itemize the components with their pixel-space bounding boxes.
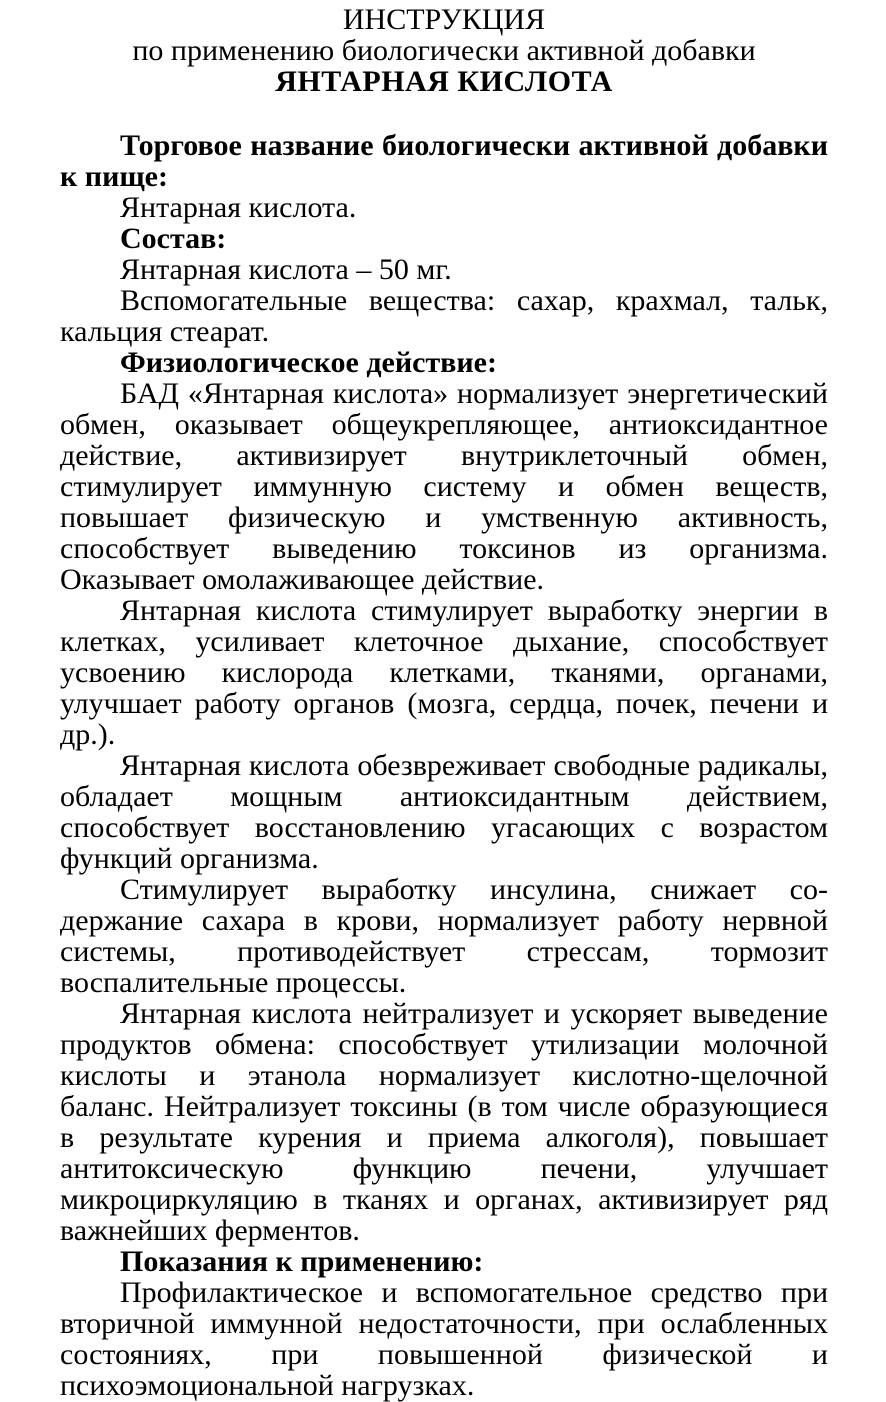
product-name: ЯНТАРНАЯ КИСЛОТА bbox=[275, 65, 613, 98]
trade-name-text: Янтарная кислота. bbox=[120, 191, 357, 224]
composition-line-1: Янтарная кислота – 50 мг. bbox=[120, 253, 452, 286]
action-paragraph-4: Стимулирует выработку инсулина, снижает содержание сахара в крови, нормализует работу нервной системы, противодействует стрессам, тормозит воспалительные процессы. bbox=[60, 873, 828, 999]
composition-line-2: Вспомогательные вещества: сахар, крахмал, тальк, кальция стеарат. bbox=[60, 284, 828, 348]
composition-heading: Состав: bbox=[120, 222, 227, 255]
action-heading: Физиологическое действие: bbox=[120, 346, 497, 379]
document-title: ИНСТРУКЦИЯ bbox=[342, 3, 546, 36]
action-paragraph-2: Янтарная кислота стимулирует выработку энергии в клетках, усиливает клеточное дыхание, способствует усвоению кислорода клетками, тканями, органами, улучшает работу органов (мозга, сердца, почек, печени и др.). bbox=[60, 594, 828, 751]
indications-heading: Показания к применению: bbox=[120, 1245, 484, 1278]
document-body bbox=[60, 130, 828, 1401]
document-subtitle: по применению биологически активной добавки bbox=[132, 34, 756, 67]
action-paragraph-3: Янтарная кислота обезвреживает свободные радикалы, обладает мощным антиоксидантным действием, способствует восстановлению угасающих с возрастом функций организма. bbox=[60, 749, 828, 875]
action-paragraph-1: БАД «Янтарная кислота» нормализует энергетический обмен, оказывает общеукрепляющее, антиоксидантное действие, активизирует внутриклеточный обмен, стимулирует иммунную систему и обмен веществ, повышает физическую и умственную активность, способствует выведению токсинов из организма. Оказывает омолаживающее действие. bbox=[60, 377, 828, 596]
action-paragraph-5: Янтарная кислота нейтрализует и ускоряет выведение продуктов обмена: способствует утилизации молочной кислоты и этанола нормализует кислотно-щелочной баланс. Нейтрализует токсины (в том числе образующиеся в результате курения и приема алкоголя), повышает антитоксическую функцию печени, улучшает микроциркуляцию в тканях и органах, активизирует ряд важнейших ферментов. bbox=[60, 997, 828, 1247]
indications-paragraph: Профилактическое и вспомогательное средство при вторичной иммунной недостаточности, при ослабленных состояниях, при повышенной физической и психоэмоциональной нагрузках. bbox=[60, 1276, 828, 1402]
instruction-document bbox=[60, 4, 828, 1401]
document-header bbox=[60, 4, 828, 97]
trade-name-heading: Торговое название биологически активной добавки к пище: bbox=[60, 129, 828, 193]
